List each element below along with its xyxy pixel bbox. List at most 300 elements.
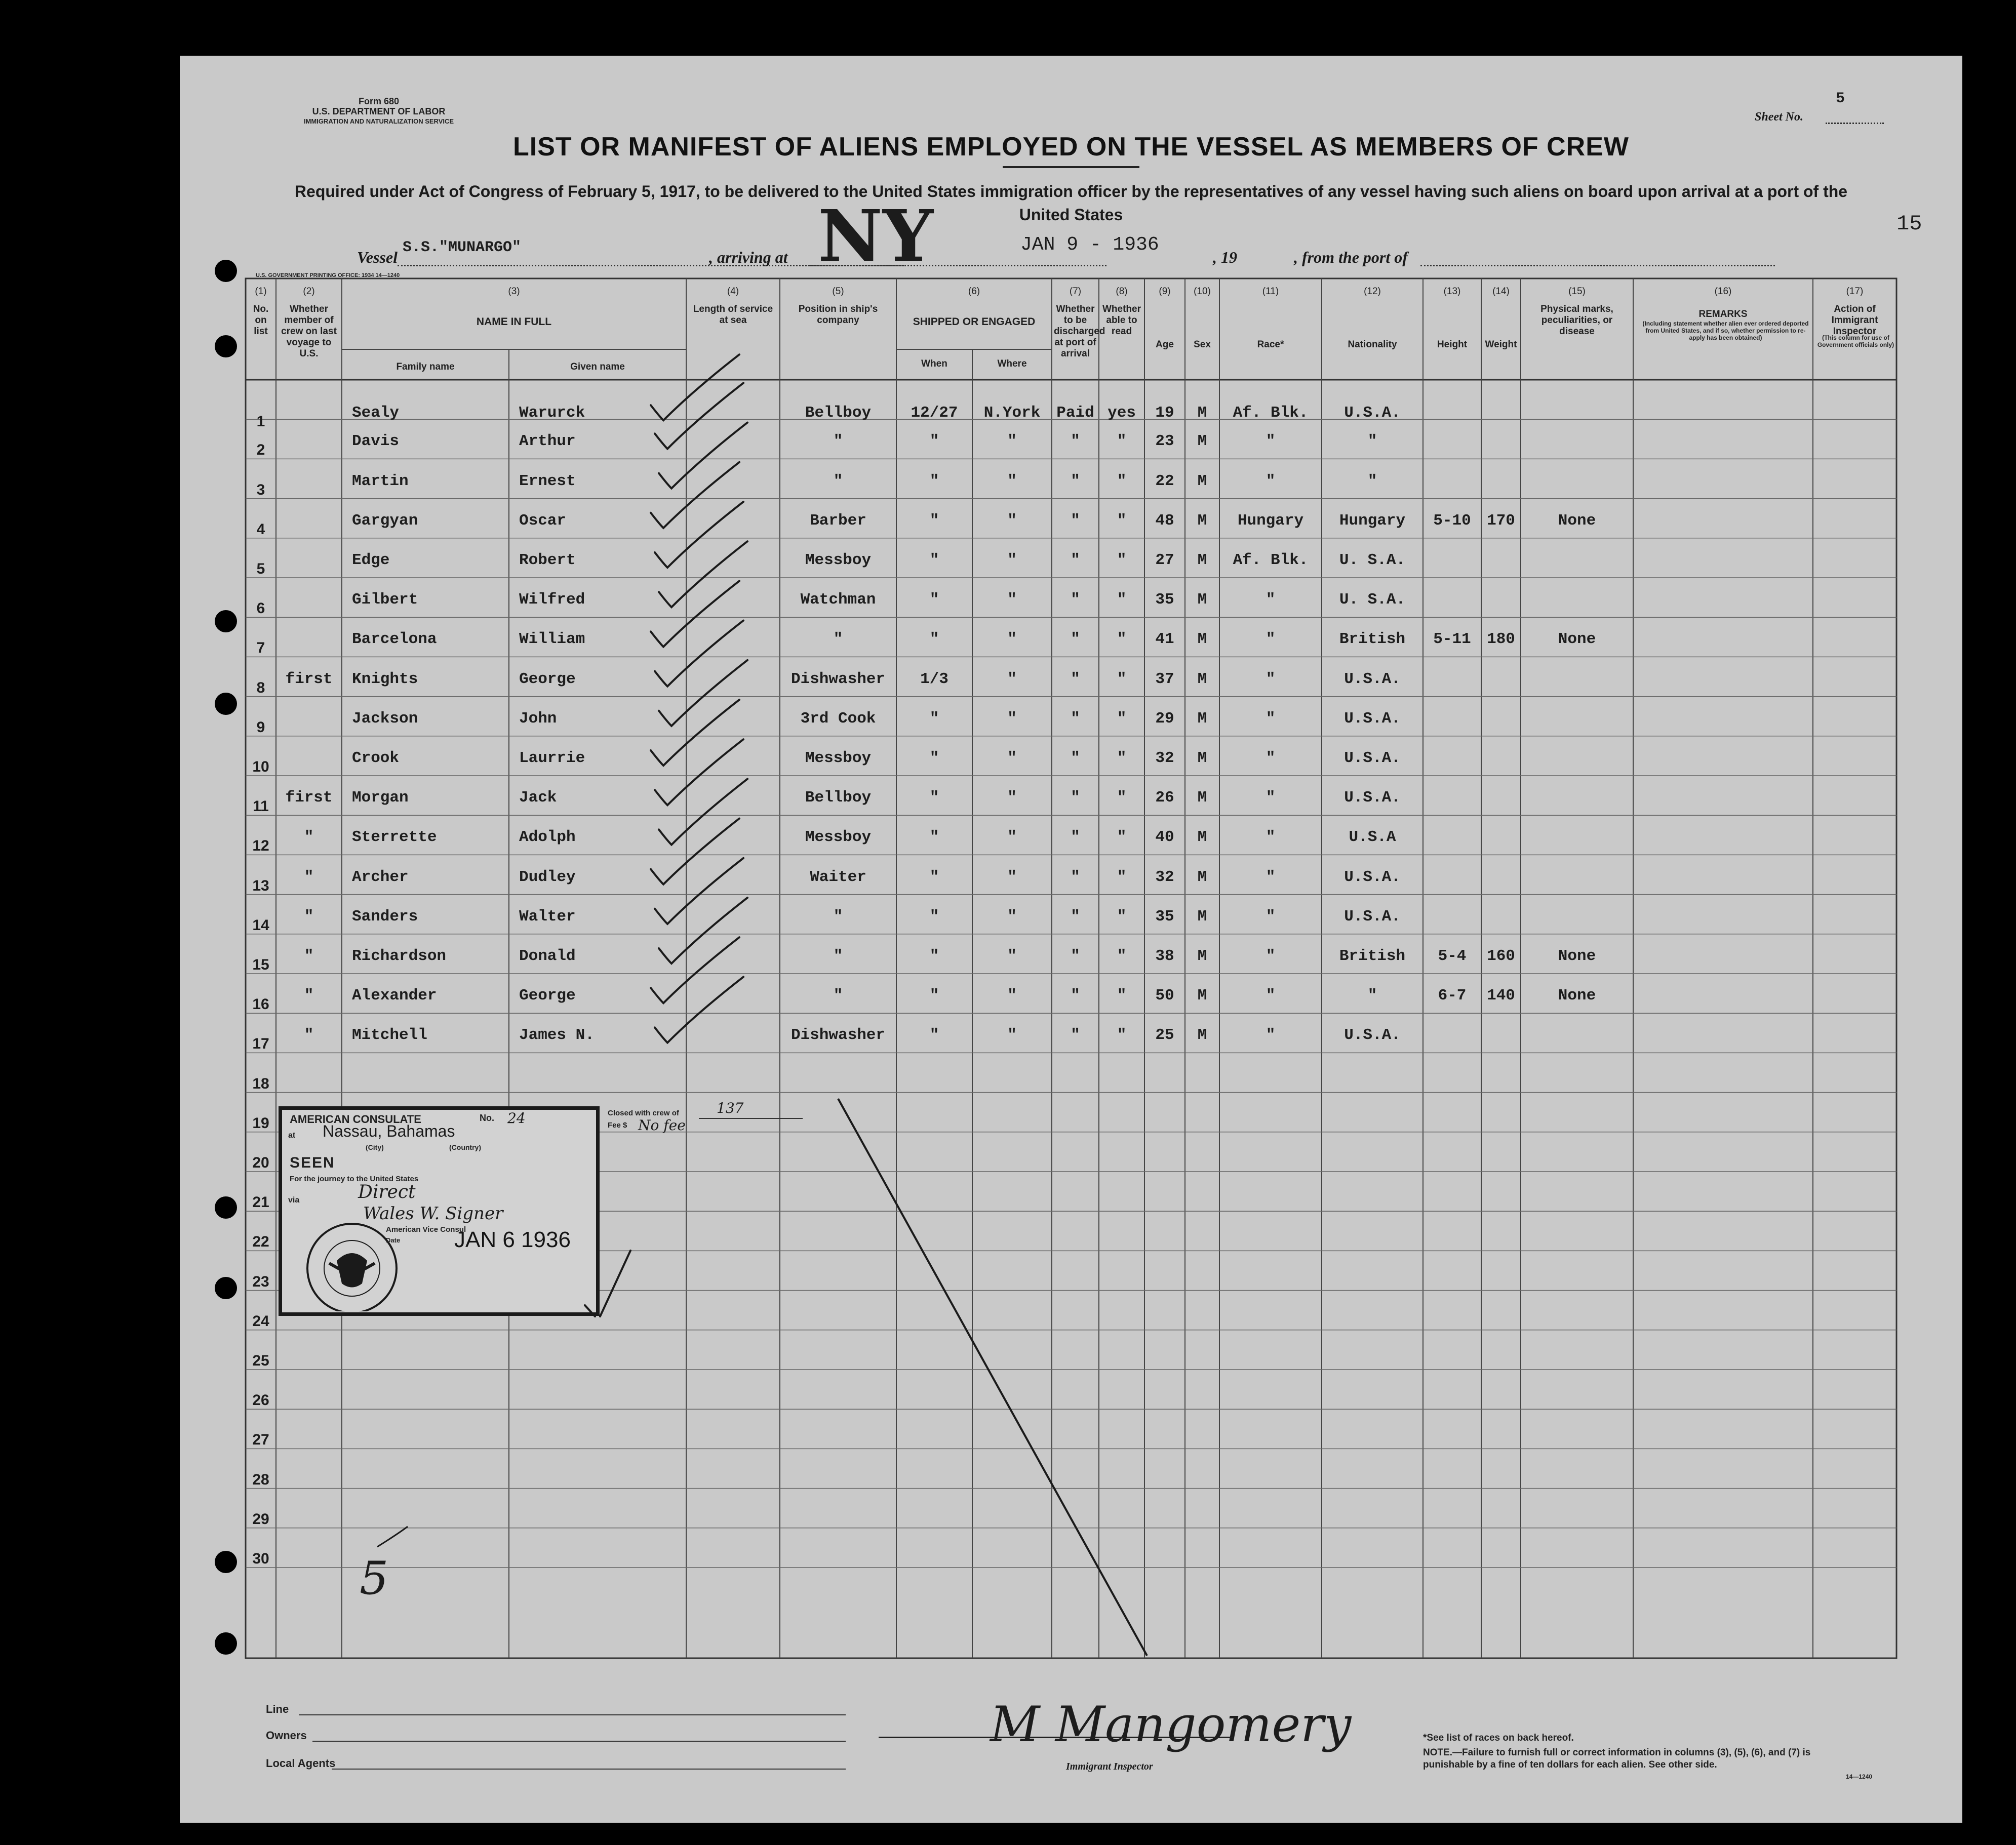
cell-when: " (929, 432, 939, 451)
cell-height: 5-10 (1433, 511, 1471, 530)
row-number: 14 (252, 916, 269, 934)
stamp-vice-consul-label: American Vice Consul (386, 1225, 466, 1234)
cell-when: " (929, 907, 939, 926)
cell-when: " (929, 511, 939, 530)
form-number: Form 680 (358, 96, 400, 106)
cell-sex: M (1197, 868, 1207, 886)
cell-family: Morgan (352, 789, 409, 807)
column-number: (3) (508, 286, 520, 297)
row-number: 19 (252, 1114, 269, 1132)
row-number: 7 (256, 639, 265, 657)
check-mark (655, 621, 743, 687)
cell-when: " (929, 472, 939, 490)
cell-position: " (833, 630, 843, 649)
row-number: 12 (252, 837, 269, 855)
cell-family: Gargyan (352, 511, 418, 530)
column-number: (5) (832, 286, 844, 297)
row-number: 21 (252, 1194, 269, 1211)
cell-where: " (1007, 947, 1017, 965)
column-number: (14) (1492, 286, 1510, 297)
cell-discharged: " (1071, 511, 1080, 530)
cell-height: 5-11 (1433, 630, 1471, 649)
cell-race: " (1266, 630, 1276, 649)
cell-where: " (1007, 551, 1017, 569)
inspector-label: Immigrant Inspector (1066, 1761, 1153, 1772)
form-code: 14—1240 (1846, 1773, 1873, 1780)
cell-when: " (929, 630, 939, 649)
cell-given: Robert (519, 551, 576, 569)
column-heading: Whether to be discharged at port of arrival (1054, 304, 1105, 359)
line-rule (299, 1714, 846, 1715)
cell-age: 41 (1155, 630, 1174, 649)
local-agents-label: Local Agents (266, 1757, 336, 1770)
cell-sex: M (1197, 709, 1207, 728)
cell-age: 19 (1155, 404, 1174, 422)
cell-read: " (1117, 472, 1127, 490)
cell-when: " (929, 987, 939, 1005)
cell-given: Laurrie (519, 749, 585, 767)
cell-height: 5-4 (1438, 947, 1467, 965)
row-number: 2 (256, 442, 265, 459)
year-label: , 19 (1213, 248, 1237, 266)
cell-weight: 160 (1487, 947, 1515, 965)
row-number: 18 (252, 1075, 269, 1092)
column-heading: Physical marks, peculiarities, or disease (1540, 304, 1613, 337)
check-mark (655, 739, 743, 805)
cell-race: " (1266, 670, 1276, 688)
row-number: 20 (252, 1154, 269, 1171)
where-header: Where (997, 358, 1027, 369)
line-label: Line (266, 1703, 289, 1715)
cell-when: " (929, 789, 939, 807)
cell-marks: None (1558, 630, 1596, 649)
cell-discharged: " (1071, 1026, 1080, 1045)
cell-weight: 180 (1487, 630, 1515, 649)
vessel-label: Vessel (357, 248, 398, 266)
cell-discharged: " (1071, 789, 1080, 807)
cell-age: 35 (1155, 591, 1174, 609)
fee-value: No fee (638, 1117, 686, 1134)
cell-where: " (1007, 591, 1017, 609)
cell-where: " (1007, 868, 1017, 886)
cell-where: " (1007, 749, 1017, 767)
cell-discharged: Paid (1056, 404, 1094, 422)
column-heading: NAME IN FULL (476, 316, 552, 328)
row-number: 8 (256, 679, 265, 696)
column-heading: Action of Immigrant Inspector (1831, 304, 1878, 337)
cell-family: Crook (352, 749, 400, 767)
cell-prev: " (304, 987, 314, 1005)
handwritten-marks (180, 56, 1962, 1823)
penalty-note: NOTE.—Failure to furnish full or correct information in columns (3), (5), (6), and (7) is punishable by a fine of ten dollars for each alien. See other side. (1423, 1747, 1811, 1770)
cell-sex: M (1197, 828, 1207, 847)
cell-sex: M (1197, 789, 1207, 807)
column-number: (4) (727, 286, 739, 297)
stamp-country-label: (Country) (449, 1143, 481, 1151)
cell-age: 32 (1155, 868, 1174, 886)
cell-read: " (1117, 907, 1127, 926)
row-number: 29 (252, 1510, 269, 1528)
cell-read: " (1117, 789, 1127, 807)
cell-position: " (833, 907, 843, 926)
stamp-title: AMERICAN CONSULATE (290, 1113, 421, 1126)
cell-position: Bellboy (805, 789, 872, 807)
row-number: 9 (256, 718, 265, 736)
arrival-date: JAN 9 - 1936 (1020, 234, 1159, 256)
row-number: 13 (252, 877, 269, 894)
cell-sex: M (1197, 432, 1207, 451)
cell-where: " (1007, 670, 1017, 688)
cell-race: " (1266, 749, 1276, 767)
cell-given: Donald (519, 947, 576, 965)
cell-given: Adolph (519, 828, 576, 847)
check-mark (655, 858, 743, 924)
cell-sex: M (1197, 591, 1207, 609)
remarks-note: (Including statement whether alien ever ordered deported from United States, and if so, whether permission to re-apply has been obtained) (1642, 320, 1809, 341)
cell-discharged: " (1071, 828, 1080, 847)
cell-read: " (1117, 987, 1127, 1005)
row-number: 15 (252, 956, 269, 973)
cell-prev: " (304, 868, 314, 886)
cell-read: " (1117, 511, 1127, 530)
row-number: 28 (252, 1471, 269, 1488)
cell-sex: M (1197, 749, 1207, 767)
cell-race: Af. Blk. (1233, 404, 1309, 422)
stamp-via-label: via (288, 1196, 300, 1205)
signature-rule (879, 1737, 1233, 1738)
stamp-vice-consul-signature: Wales W. Signer (363, 1204, 503, 1224)
manifest-sheet (180, 56, 1962, 1823)
printing-office: U.S. GOVERNMENT PRINTING OFFICE: 1934 14—1240 (256, 272, 400, 278)
column-number: (7) (1069, 286, 1082, 297)
cell-position: Barber (810, 511, 866, 530)
cell-prev: " (304, 947, 314, 965)
row-number: 16 (252, 996, 269, 1013)
cell-marks: None (1558, 511, 1596, 530)
cell-nationality: U.S.A. (1344, 1026, 1401, 1045)
cell-race: " (1266, 591, 1276, 609)
cell-where: " (1007, 472, 1017, 490)
column-number: (12) (1364, 286, 1381, 297)
cell-sex: M (1197, 404, 1207, 422)
binder-hole (215, 260, 237, 282)
cell-position: 3rd Cook (800, 709, 876, 728)
cell-age: 22 (1155, 472, 1174, 490)
cell-nationality: U.S.A. (1344, 868, 1401, 886)
local-agents-rule (332, 1769, 846, 1770)
row-number: 1 (256, 413, 265, 430)
stamp-seen: SEEN (290, 1154, 335, 1171)
stamp-date-label: Date (386, 1236, 401, 1244)
cell-family: Sealy (352, 404, 400, 422)
column-heading: Weight (1485, 339, 1517, 350)
cell-age: 35 (1155, 907, 1174, 926)
cell-age: 23 (1155, 432, 1174, 451)
cell-age: 50 (1155, 987, 1174, 1005)
cell-prev: " (304, 1026, 314, 1045)
cell-weight: 170 (1487, 511, 1515, 530)
cell-nationality: British (1339, 947, 1406, 965)
cell-race: " (1266, 868, 1276, 886)
cell-nationality: " (1367, 987, 1377, 1005)
column-number: (17) (1846, 286, 1864, 297)
check-mark (655, 977, 743, 1042)
from-port-label: , from the port of (1294, 248, 1408, 266)
cell-given: Oscar (519, 511, 567, 530)
cell-nationality: U.S.A. (1344, 709, 1401, 728)
binder-hole (215, 1277, 237, 1299)
cell-discharged: " (1071, 987, 1080, 1005)
binder-hole (215, 335, 237, 357)
column-number: (2) (303, 286, 315, 297)
races-note: *See list of races on back hereof. (1423, 1733, 1574, 1743)
cell-discharged: " (1071, 472, 1080, 490)
check-mark (655, 502, 743, 568)
stamp-at-label: at (288, 1131, 296, 1140)
cell-discharged: " (1071, 709, 1080, 728)
form-title: LIST OR MANIFEST OF ALIENS EMPLOYED ON THE VESSEL AS MEMBERS OF CREW (513, 132, 1629, 162)
cell-where: " (1007, 511, 1017, 530)
cell-age: 38 (1155, 947, 1174, 965)
cell-sex: M (1197, 907, 1207, 926)
column-number: (16) (1714, 286, 1732, 297)
cell-when: " (929, 551, 939, 569)
cell-discharged: " (1071, 947, 1080, 965)
cell-position: Watchman (800, 591, 876, 609)
cell-weight: 140 (1487, 987, 1515, 1005)
cell-when: " (929, 749, 939, 767)
cell-where: " (1007, 907, 1017, 926)
stamp-via-value: Direct (358, 1182, 416, 1202)
cell-age: 26 (1155, 789, 1174, 807)
cell-sex: M (1197, 947, 1207, 965)
cell-given: Wilfred (519, 591, 585, 609)
cell-given: William (519, 630, 585, 649)
cell-position: " (833, 432, 843, 451)
cell-race: " (1266, 987, 1276, 1005)
column-heading: REMARKS (1698, 309, 1748, 319)
check-mark (659, 779, 747, 845)
cell-discharged: " (1071, 432, 1080, 451)
cell-discharged: " (1071, 670, 1080, 688)
stamp-no-value: 24 (507, 1110, 526, 1127)
row-number: 27 (252, 1431, 269, 1449)
cell-age: 37 (1155, 670, 1174, 688)
cell-sex: M (1197, 1026, 1207, 1045)
cell-nationality: U.S.A. (1344, 907, 1401, 926)
cell-nationality: U. S.A. (1339, 551, 1406, 569)
cell-height: 6-7 (1438, 987, 1467, 1005)
department-name: U.S. DEPARTMENT OF LABOR (312, 106, 446, 116)
cell-read: " (1117, 947, 1127, 965)
row-number: 25 (252, 1352, 269, 1369)
column-number: (10) (1194, 286, 1211, 297)
inspector-signature: M Mangomery (990, 1696, 1352, 1753)
column-number: (11) (1262, 286, 1279, 297)
column-heading: Whether member of crew on last voyage to U.S. (281, 304, 337, 359)
cell-age: 40 (1155, 828, 1174, 847)
row-number: 3 (256, 481, 265, 498)
cell-read: " (1117, 630, 1127, 649)
cell-given: George (519, 670, 576, 688)
cell-age: 48 (1155, 511, 1174, 530)
cell-family: Alexander (352, 987, 437, 1005)
cell-marks: None (1558, 947, 1596, 965)
cell-when: " (929, 591, 939, 609)
cell-sex: M (1197, 511, 1207, 530)
column-number: (13) (1443, 286, 1461, 297)
stamp-city-label: (City) (366, 1143, 384, 1151)
cell-read: " (1117, 1026, 1127, 1045)
cell-family: Martin (352, 472, 409, 490)
cell-position: " (833, 987, 843, 1005)
binder-hole (215, 693, 237, 715)
cell-position: Dishwasher (790, 1026, 886, 1045)
column-heading: Position in ship's company (798, 304, 878, 326)
page-stamp: 15 (1896, 212, 1922, 236)
cell-given: Arthur (519, 432, 576, 451)
cell-sex: M (1197, 551, 1207, 569)
check-mark (659, 423, 747, 489)
margin-mark: 5 (360, 1552, 389, 1605)
cell-nationality: British (1339, 630, 1406, 649)
binder-hole (215, 1632, 237, 1655)
check-mark (651, 354, 739, 420)
cell-when: " (929, 947, 939, 965)
cell-race: " (1266, 907, 1276, 926)
column-heading: Whether able to read (1102, 304, 1141, 337)
cell-where: " (1007, 709, 1017, 728)
cell-family: Archer (352, 868, 409, 886)
cell-where: " (1007, 987, 1017, 1005)
sheet-label: Sheet No. (1755, 110, 1803, 124)
cell-nationality: Hungary (1339, 511, 1406, 530)
cell-race: " (1266, 472, 1276, 490)
cell-given: Walter (519, 907, 576, 926)
check-mark (651, 700, 739, 766)
cell-nationality: " (1367, 472, 1377, 490)
cell-family: Sanders (352, 907, 418, 926)
arriving-label: , arriving at (709, 248, 788, 266)
cell-prev: first (285, 670, 333, 688)
cell-where: " (1007, 1026, 1017, 1045)
row-number: 5 (256, 560, 265, 577)
cell-family: Davis (352, 432, 400, 451)
check-mark (659, 898, 747, 964)
cell-race: " (1266, 709, 1276, 728)
vessel-name: S.S."MUNARGO" (403, 239, 522, 256)
inspector-note: (This column for use of Government officials only) (1817, 334, 1894, 348)
cell-where: " (1007, 828, 1017, 847)
service-name: IMMIGRATION AND NATURALIZATION SERVICE (303, 117, 454, 125)
stamp-journey: For the journey to the United States (290, 1175, 419, 1183)
cell-position: Dishwasher (790, 670, 886, 688)
row-number: 11 (253, 798, 269, 815)
given-name-header: Given name (570, 362, 625, 372)
cell-where: " (1007, 432, 1017, 451)
when-header: When (921, 358, 947, 369)
cell-position: Messboy (805, 551, 872, 569)
row-number: 23 (252, 1273, 269, 1290)
cell-position: " (833, 472, 843, 490)
stamp-city: Nassau, Bahamas (323, 1122, 455, 1140)
cell-when: 12/27 (911, 404, 958, 422)
column-heading: Age (1156, 339, 1174, 350)
cell-prev: " (304, 907, 314, 926)
cell-family: Edge (352, 551, 390, 569)
binder-hole (215, 1196, 237, 1219)
cell-position: " (833, 947, 843, 965)
cell-read: " (1117, 868, 1127, 886)
cell-age: 29 (1155, 709, 1174, 728)
row-number: 26 (252, 1392, 269, 1409)
family-name-header: Family name (396, 362, 455, 372)
cell-position: Messboy (805, 828, 872, 847)
cell-position: Waiter (810, 868, 866, 886)
column-heading: No. on list (253, 304, 269, 337)
arriving-port: NY (818, 195, 933, 278)
closed-label: Closed with crew of (608, 1109, 679, 1117)
crew-count: 137 (717, 1100, 744, 1116)
cell-age: 32 (1155, 749, 1174, 767)
row-number: 22 (252, 1233, 269, 1251)
sheet-number: 5 (1836, 90, 1845, 107)
cell-race: " (1266, 432, 1276, 451)
cell-prev: first (285, 789, 333, 807)
cell-where: N.York (983, 404, 1041, 422)
margin-mark-stroke (377, 1527, 408, 1547)
cell-nationality: U.S.A. (1344, 789, 1401, 807)
column-heading: SHIPPED OR ENGAGED (913, 316, 1036, 328)
check-mark (651, 462, 739, 528)
binder-hole (215, 1551, 237, 1573)
column-heading: Nationality (1348, 339, 1397, 350)
cell-nationality: U.S.A. (1344, 670, 1401, 688)
stamp-no-label: No. (480, 1113, 494, 1123)
form-subtitle: Required under Act of Congress of February 5, 1917, to be delivered to the United States immigration officer by the representatives of any vessel having such aliens on board upon arrival at a port of the United States (294, 182, 1848, 224)
cell-race: Af. Blk. (1233, 551, 1309, 569)
cell-sex: M (1197, 987, 1207, 1005)
check-mark (651, 581, 739, 647)
row-number: 4 (256, 520, 265, 538)
cell-discharged: " (1071, 630, 1080, 649)
row-number: 24 (252, 1312, 269, 1330)
cell-read: " (1117, 828, 1127, 847)
cell-discharged: " (1071, 591, 1080, 609)
cell-position: Messboy (805, 749, 872, 767)
stamp-checkmark (600, 1251, 630, 1316)
cell-family: Knights (352, 670, 418, 688)
cell-given: Dudley (519, 868, 576, 886)
cell-position: Bellboy (805, 404, 872, 422)
cell-race: " (1266, 828, 1276, 847)
cell-race: " (1266, 789, 1276, 807)
column-number: (15) (1568, 286, 1586, 297)
cell-nationality: U.S.A. (1344, 749, 1401, 767)
cell-prev: " (304, 828, 314, 847)
cell-family: Sterrette (352, 828, 437, 847)
check-mark (651, 937, 739, 1003)
cell-discharged: " (1071, 868, 1080, 886)
cell-read: " (1117, 670, 1127, 688)
column-number: (8) (1116, 286, 1128, 297)
cell-given: James N. (519, 1026, 595, 1045)
owners-label: Owners (266, 1729, 307, 1742)
cell-family: Barcelona (352, 630, 437, 649)
cell-age: 27 (1155, 551, 1174, 569)
cell-family: Jackson (352, 709, 418, 728)
cell-when: " (929, 1026, 939, 1045)
